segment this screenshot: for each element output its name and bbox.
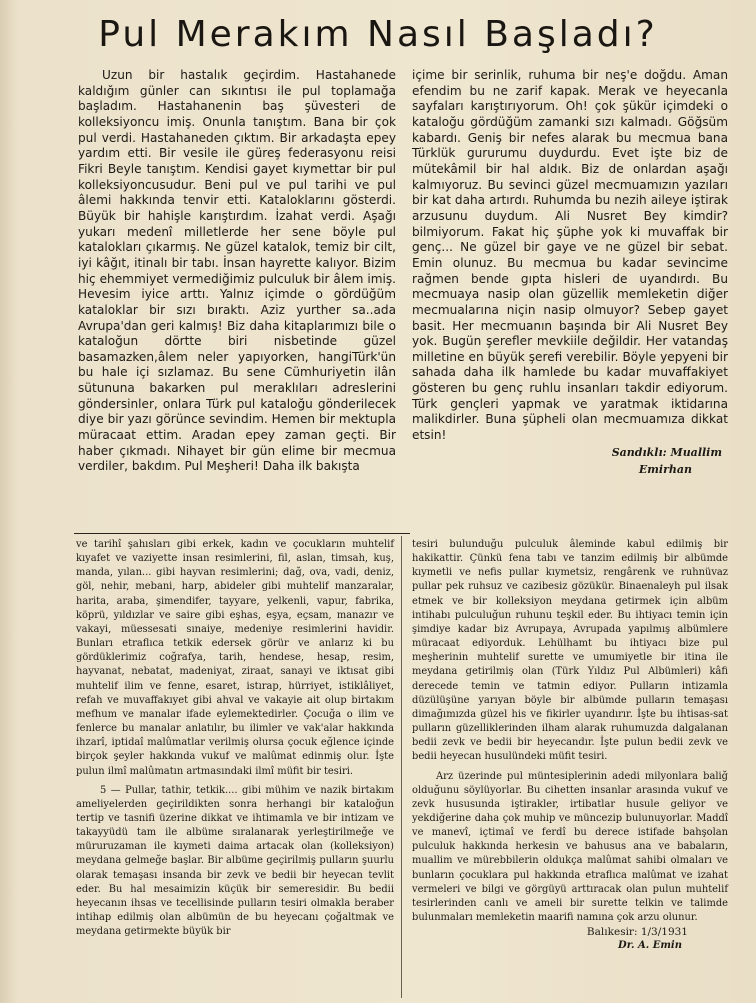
author-name: Dr. A. Emin: [618, 940, 682, 952]
article-title: Pul Merakım Nasıl Başladı?: [98, 14, 658, 55]
section-divider: [74, 533, 410, 534]
column-divider: [401, 536, 402, 998]
signature-place: Sandıklı: Muallim: [611, 445, 722, 459]
essay-column-right: [412, 538, 728, 954]
article-paragraph: içime bir serinlik, ruhuma bir neş'e doğdu. Aman efendim bu ne zarif kapak. Merak ve heyecanla sayfaları karıştırıyorum. Oh! çok şükür içimdeki o kataloğu gördüğüm zamanki sızı kalmadı. Göğsüm kabardı. Geniş bir nefes alarak bu mecmua bana Türklük gururumu duydurdu. Evet işte biz de mütekâmil bir hal aldık. Biz de onlardan aşağı kalmıyoruz. Bu sevinci güzel mecmuamızın yazıları bir kat daha artırdı. Ruhumda bu nezih aileye iştirak arzusunu duydum. Ali Nusret Bey kimdir? bilmiyorum. Fakat hiç şüphe yok ki muvaffak bir genç... Ne güzel bir gaye ve ne güzel bir sebat. Emin olunuz. Bu mecmua bu kadar sevincime rağmen bende gıpta hisleri de uyandırdı. Bu mecmuaya nasip olan güzellik memleketin diğer mecmualarına niçin nasip olmuyor? Sebep gayet basit. Her mecmuanın başında bir Ali Nusret Bey yok. Bugün şerefler mevkiile değildir. Her vatandaş milletine en büyük şerefi verebilir. Böyle yepyeni bir sahada daha ilk hamlede bu kadar muvaffakiyet gösteren bu genç ruhlu insanları takdir ediyorum. Türk gençleri yapmak ve yaratmak iktidarına malikdirler. Buna şüpheli olan mecmuamıza dikkat etsin!: [412, 68, 728, 443]
essay-paragraph: Arz üzerinde pul müntesiplerinin adedi milyonlara baliğ olduğunu söylüyorlar. Bu cihetten insanlar arasında vukuf ve zevk hususunda iştirakler, irtibatlar husule geliyor ve yekdiğerine daha çok muhip ve müncezip bulunuyorlar. Maddî ve manevî, içtimaî ve ferdî bu derece istifade bahşolan pulculuk hakkında herkesin ve bahusus ana ve babaların, muallim ve mürebbilerin oldukça malûmat sahibi olmaları ve bunların çocuklara pul hakkında etraflıca malûmat ve izahat vermeleri ve bilgi ve görgüyü arttıracak olan pulun muhtelif tesirlerinden canlı ve ameli bir surette telkin ve talimde bulunmaları memleketin maarifi namına çok arzu olunur.: [412, 770, 728, 924]
essay-paragraph: tesiri bulunduğu pulculuk âleminde kabul edilmiş bir hakikattir. Çünkü fena tabı ve tanzim edilmiş bir albümde kıymetli ve nefis pullar kıymetsiz, rengârenk ve ruhnüvaz pullar pek ruhsuz ve cazibesiz gözükür. Binaenaleyh pul ilsak etmek ve bir kolleksiyon meydana getirmek için albüm intihabı pulculuğun ruhunu teşkil eder. Bu ihtiyacı temin için şimdiye kadar biz Avrupaya, Avrupada yapılmış albümlere müracaat ediyorduk. Lehülhamt bu ihtiyacı bize pul meşherinin muhtelif surette ve umumiyetle bir itina ile meydana getirilmiş olan (Türk Yıldız Pul Albümleri) kâfi derecede temin ve tatmin ediyor. Pulların intizamla düzülüşüne yarıyan böyle bir albümde pulların temaşası dimağımızda güzel his ve fikirler uyandırır. İşte bu ihtisas-sat pulların güzelliklerinden ilham alarak ruhumuzda dalgalanan bedii zevk ve bedii bir heyecandır. İşte pulun bedii zevk ve bedii heyecan husulündeki müfit tesiri.: [412, 539, 728, 763]
article-column-left: [78, 68, 396, 475]
place-date: Balıkesir: 1/3/1931: [586, 926, 688, 939]
essay-paragraph: 5 — Pullar, tathir, tetkik.... gibi mühim ve nazik birtakım ameliyelerden geçirildikten sonra herhangi bir kataloğun tertip ve tasnifi üzerine dikkat ve ihtimamla ve bir intizam ve takayyüdü tam ile albüme sıralanarak yerleştirilmeğe ve müruruzaman ile kıymeti daima artacak olan (kolleksiyon) meydana gelmeğe başlar. Bir albüme geçirilmiş pulların şuurlu olarak temaşası insanda bir zevk ve bedii bir heyecan tevlit eder. Bu hal mesaimizin küçük bir semeresidir. Bu bedii heyecanın ihsas ve tecellisinde pulların tesiri olmakla beraber intihap edilmiş olan albümün de bu heyecanı çoğaltmak ve meydana getirmekte büyük bir: [76, 784, 394, 938]
article-paragraph: Uzun bir hastalık geçirdim. Hastahanede kaldığım günler can sıkıntısı ile pul toplamağa başladım. Hastahanenin baş şüvesteri de kolleksiyoncu imiş. Onunla tanıştım. Bana bir çok pul verdi. Hastahaneden çıktım. Bir arkadaşta epey yardım etti. Bir vesile ile güreş federasyonu reisi Fikri Beyle tanıştım. Kendisi gayet kıymettar bir pul kolleksiyoncusudur. Beni pul ve pul tarihi ve pul âlemi hakkında tenvir etti. Kataloklarını gösterdi. Büyük bir hahişle karıştırdım. İzahat verdi. Aşağı yukarı medenî milletlerde her sene böyle pul katalokları çıkarmış. Ne güzel katalok, temiz bir cilt, iyi kâğıt, itinalı bir tabı. İnsan hayrette kalıyor. Bizim hiç ehemmiyet vermediğimiz pulculuk bir âlem imiş. Hevesim iyice arttı. Yalnız içimde o gördüğüm kataloklar bir sızı bıraktı. Aziz yurther sa..ada Avrupa'dan geri kalmış! Biz daha kitaplarımızı bile o kataloğun dörtte biri nisbetinde güzel basamazken,âlem neler yapıyorken, hangiTürk'ün bu hale içi sızlamaz. Bu sene Cümhuriyetin ilân sütununa bakarken pul meraklıları adreslerini göndersinler, onlara Türk pul kataloğu gönderilecek diye bir yazı görünce sevindim. Hemen bir mektupla müracaat ettim. Aradan epey zaman geçti. Bir haber çıkmadı. Nihayet bir gün elime bir mecmua verdiler, bakdım. Pul Meşheri! Daha ilk bakışta: [78, 68, 396, 474]
essay-column-left: [76, 538, 394, 939]
signature-name: Emirhan: [638, 462, 692, 476]
essay-paragraph: ve tarihî şahısları gibi erkek, kadın ve çocukların muhtelif kıyafet ve vaziyette insan resimlerini, fil, aslan, timsah, kuş, manda, yılan... gibi hayvan resimlerini; dağ, ova, vadi, deniz, göl, nehir, mebani, harp, abideler gibi muhtelif manzaralar, harita, araba, şimendifer, tayyare, yelkenli, vapur, fabrika, köprü, yıldızlar ve saire gibi eşhas, eşya, eçsam, manazır ve vakayi, müessesati sınaiye, medeniye resimlerini havidir. Bunları etraflıca tetkik edersek görür ve anlarız ki bu gördüklerimiz coğrafya, tarih, hendese, hesap, resim, hayvanat, nebatat, madeniyat, ziraat, sanayi ve iktısat gibi muhtelif ilim ve fenne, esaret, istırap, hürriyet, istiklâliyet, refah ve muvaffakıyet gibi ahval ve vakayie ait olup birtakım mefhum ve manalar ifade eylemektedirler. Çocuğa o ilim ve fenlerce bu manalar anlatılır, bu ilimler ve vak'alar hakkında ihzarî, iptidaî malûmatlar verilmiş olursa çocuk eğlence içinde birçok şeyler hakkında vukuf ve malûmat edinmiş olur. İşte pulun ilmî malûmatın artmasındaki ilmî müfit bir tesiri.: [76, 539, 394, 777]
article-column-right: [412, 68, 728, 478]
